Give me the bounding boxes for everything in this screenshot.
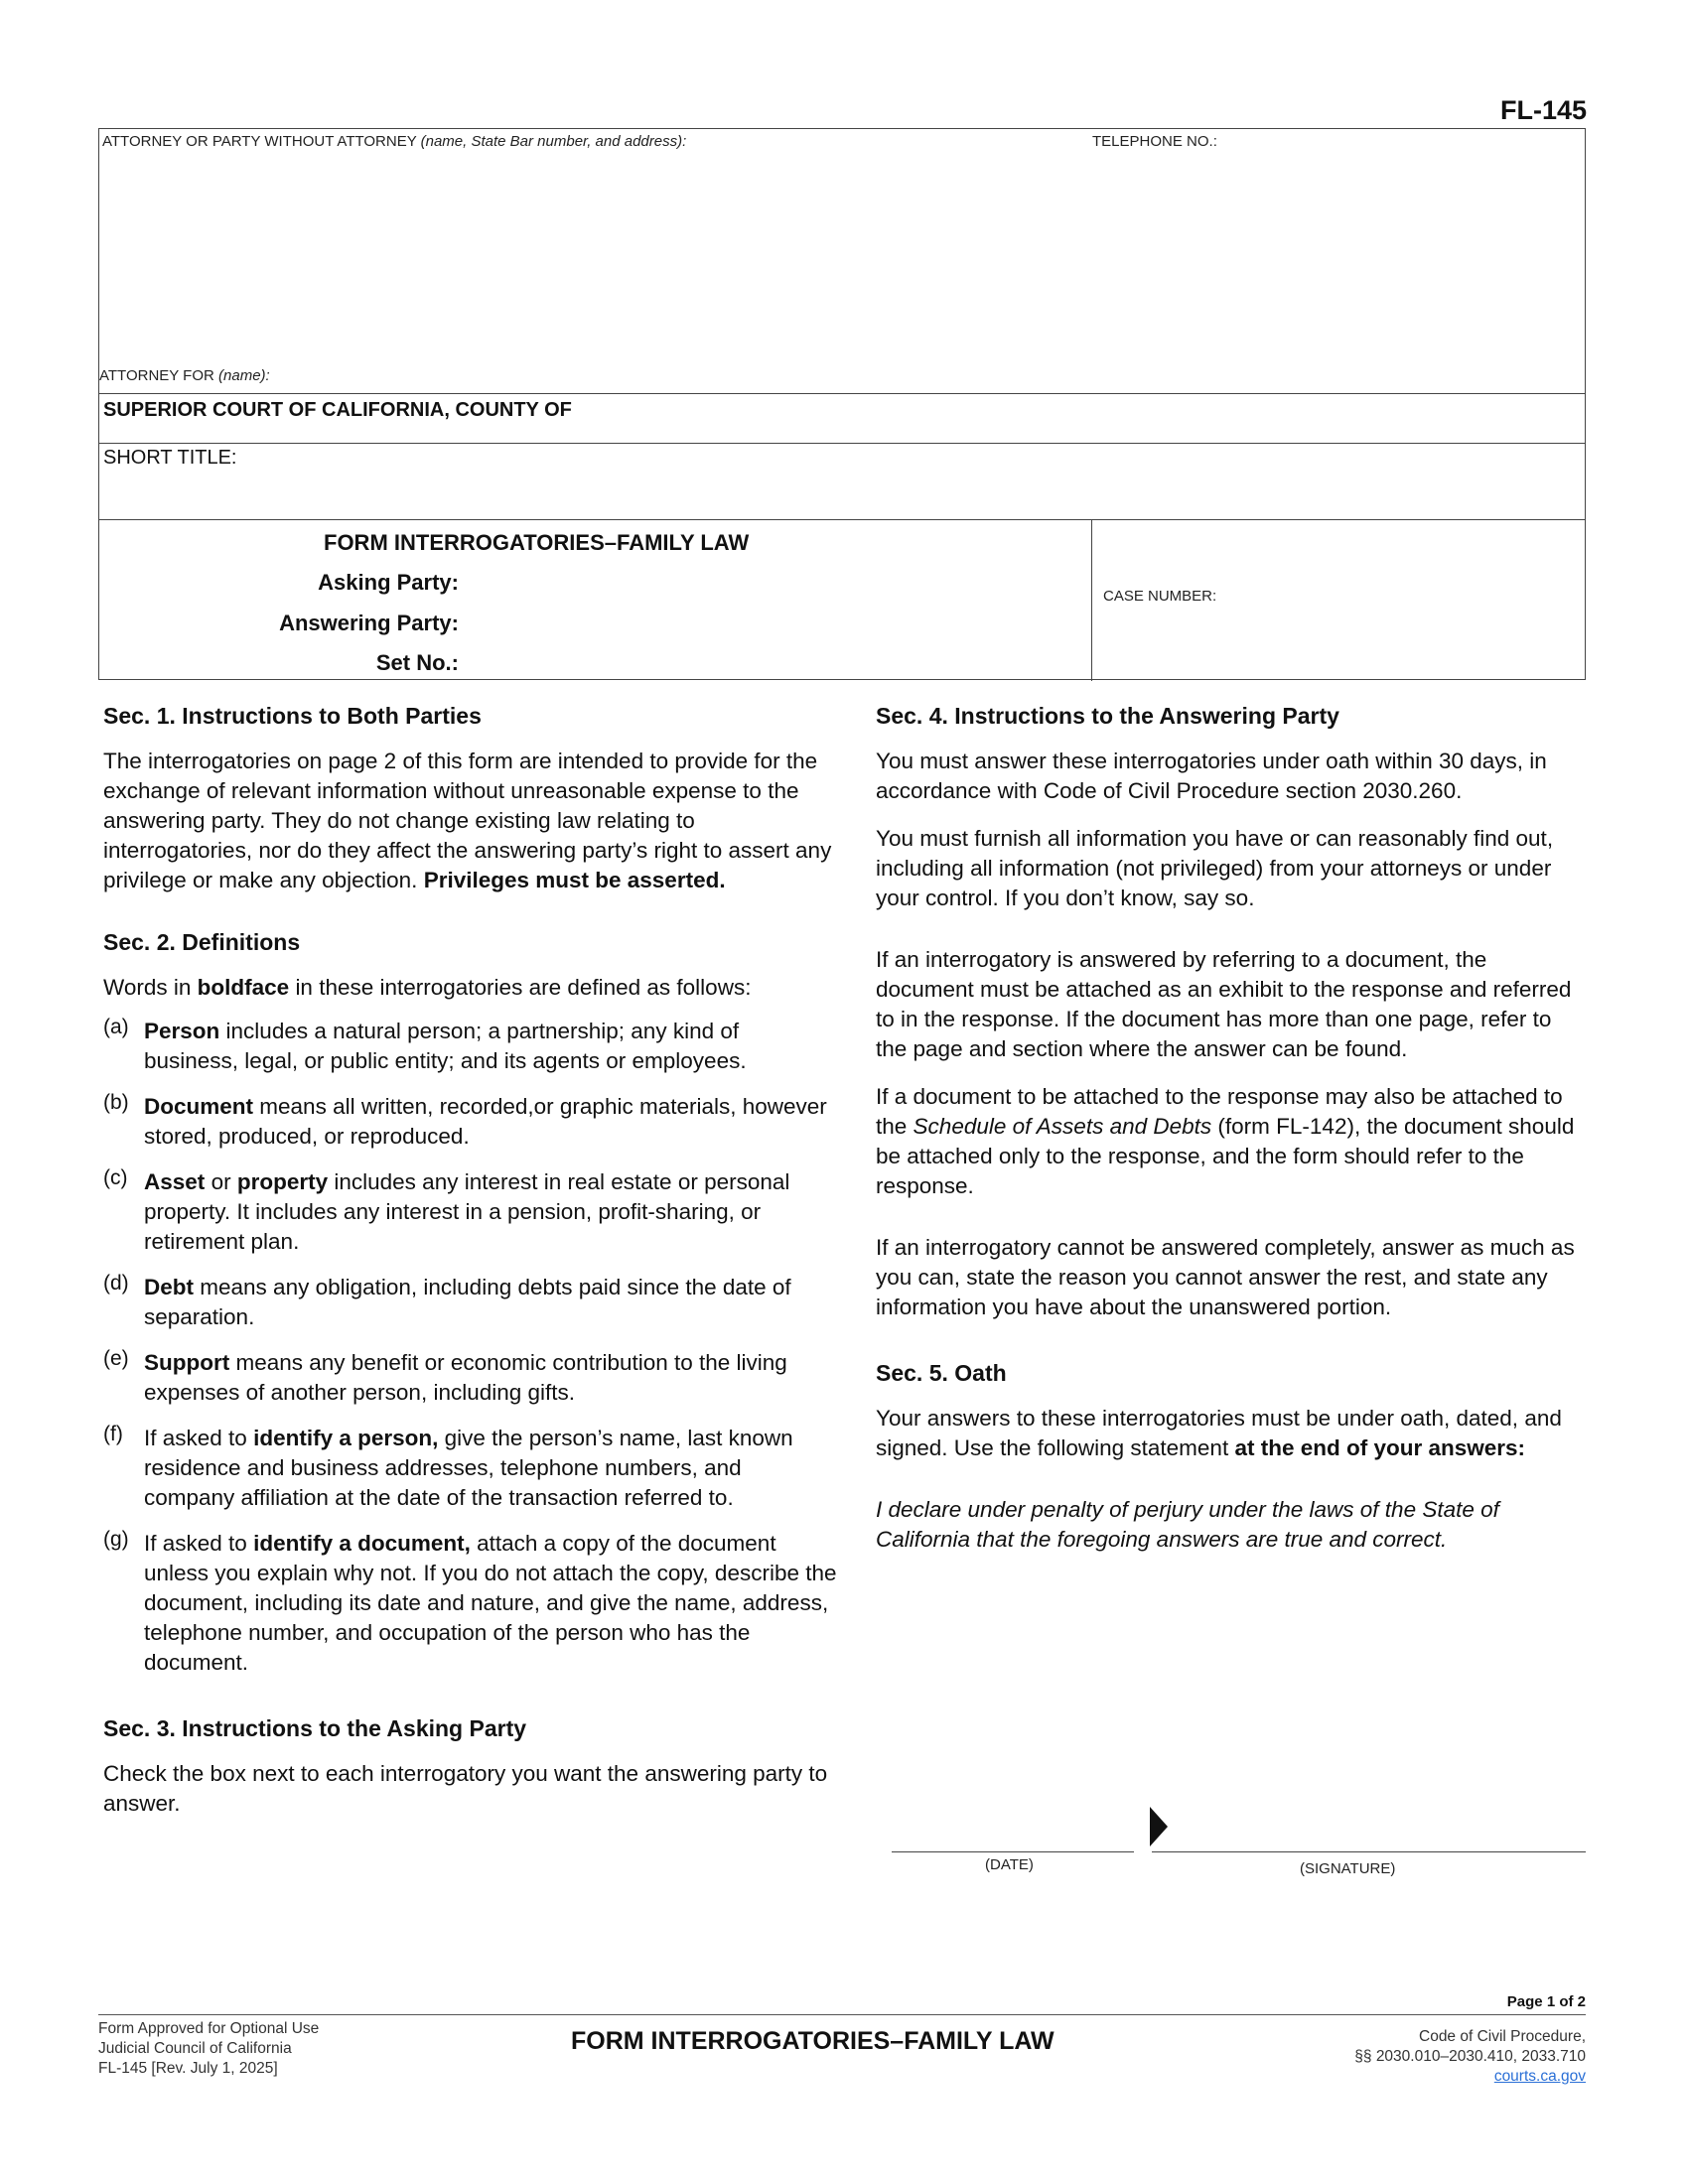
definition-item: (d) Debt means any obligation, including debts paid since the date of separation. (103, 1272, 791, 1329)
short-title-label: SHORT TITLE: (103, 447, 237, 469)
sec4-p4: If a document to be attached to the response may also be attached to the Schedule of Assets and Debts (form FL-142), the document should be attached only to the response, and the form should refer to the response. (876, 1084, 1575, 1198)
definition-item: (b) Document means all written, recorded,or graphic materials, however stored, produced, or reproduced. (103, 1091, 827, 1149)
footer-title: FORM INTERROGATORIES–FAMILY LAW (571, 2027, 1055, 2055)
signature-line (1152, 1851, 1586, 1852)
sec5-heading: Sec. 5. Oath (876, 1360, 1007, 1386)
sec3-heading: Sec. 3. Instructions to the Asking Party (103, 1715, 527, 1741)
sec1-heading: Sec. 1. Instructions to Both Parties (103, 703, 482, 729)
sec4-p5: If an interrogatory cannot be answered completely, answer as much as you can, state the reason you cannot answer the rest, and state any information you have about the unanswered portion. (876, 1235, 1575, 1319)
footer-right: Code of Civil Procedure, §§ 2030.010–2030.410, 2033.710 courts.ca.gov (1354, 2028, 1586, 2085)
definition-item: (a) Person includes a natural person; a partnership; any kind of business, legal, or public entity; and its agents or employees. (103, 1016, 747, 1073)
sec4-p2: You must furnish all information you have or can reasonably find out, including all information (not privileged) from your attorneys or under your control. If you don’t know, say so. (876, 826, 1554, 910)
sec4-p3: If an interrogatory is answered by referring to a document, the document must be attached as an exhibit to the response and referred to in the response. If the document has more than one page, refer to the page and section where the answer can be found. (876, 947, 1572, 1061)
left-column (103, 701, 838, 1837)
form-number: FL-145 (1499, 95, 1587, 125)
footer-rule (98, 2014, 1586, 2015)
footer-left: Form Approved for Optional Use Judicial Council of California FL-145 [Rev. July 1, 2025] (98, 2020, 320, 2077)
attorney-label: ATTORNEY OR PARTY WITHOUT ATTORNEY (name, State Bar number, and address): (102, 133, 687, 150)
oath-declaration: I declare under penalty of perjury under the laws of the State of California that the foregoing answers are true and correct. (876, 1497, 1499, 1552)
definition-item: (c) Asset or property includes any interest in real estate or personal property. It includes any interest in a pension, profit-sharing, or retirement plan. (103, 1166, 790, 1254)
right-column (876, 701, 1583, 1572)
answering-party-label: Answering Party: (279, 611, 459, 635)
asking-party-label: Asking Party: (318, 570, 459, 595)
courts-link[interactable]: courts.ca.gov (1493, 2068, 1586, 2085)
page-number: Page 1 of 2 (1506, 1993, 1586, 2010)
date-line (892, 1851, 1134, 1852)
sec1-body: The interrogatories on page 2 of this form are intended to provide for the exchange of relevant information without unreasonable expense to the answering party. They do not change existing law relating to interrogatories, nor do they affect the answering party’s right to assert any privilege or make any objection. Privileges must be asserted. (103, 749, 832, 892)
sec5-body: Your answers to these interrogatories must be under oath, dated, and signed. Use the following statement at the end of your answers: (876, 1406, 1562, 1460)
set-no-label: Set No.: (375, 650, 459, 675)
definition-item: (g) If asked to identify a document, attach a copy of the document unless you explain why not. If you do not attach the copy, describe the document, including its date and nature, and give the name, address, telephone number, and occupation of the person who has the document. (103, 1528, 837, 1675)
telephone-label: TELEPHONE NO.: (1092, 133, 1217, 150)
signature-label: (SIGNATURE) (1300, 1860, 1396, 1877)
attorney-for-label: ATTORNEY FOR (name): (99, 367, 270, 384)
caption-box (98, 128, 1586, 680)
sec2-intro: Words in boldface in these interrogatories are defined as follows: (103, 975, 752, 1000)
date-label: (DATE) (985, 1856, 1034, 1873)
sec3-body: Check the box next to each interrogatory you want the answering party to answer. (103, 1761, 828, 1816)
arrow-icon (1150, 1807, 1168, 1846)
definition-item: (f) If asked to identify a person, give the person’s name, last known residence and business addresses, telephone numbers, and company affiliation at the date of the transaction referred to. (103, 1423, 793, 1510)
court-label: SUPERIOR COURT OF CALIFORNIA, COUNTY OF (103, 399, 572, 421)
sec4-heading: Sec. 4. Instructions to the Answering Party (876, 703, 1339, 729)
case-number-label: CASE NUMBER: (1103, 588, 1217, 605)
sec4-p1: You must answer these interrogatories under oath within 30 days, in accordance with Code of Civil Procedure section 2030.260. (876, 749, 1547, 803)
definition-item: (e) Support means any benefit or economic contribution to the living expenses of another person, including gifts. (103, 1347, 787, 1405)
sec2-heading: Sec. 2. Definitions (103, 929, 301, 955)
caption-form-title: FORM INTERROGATORIES–FAMILY LAW (324, 530, 750, 555)
